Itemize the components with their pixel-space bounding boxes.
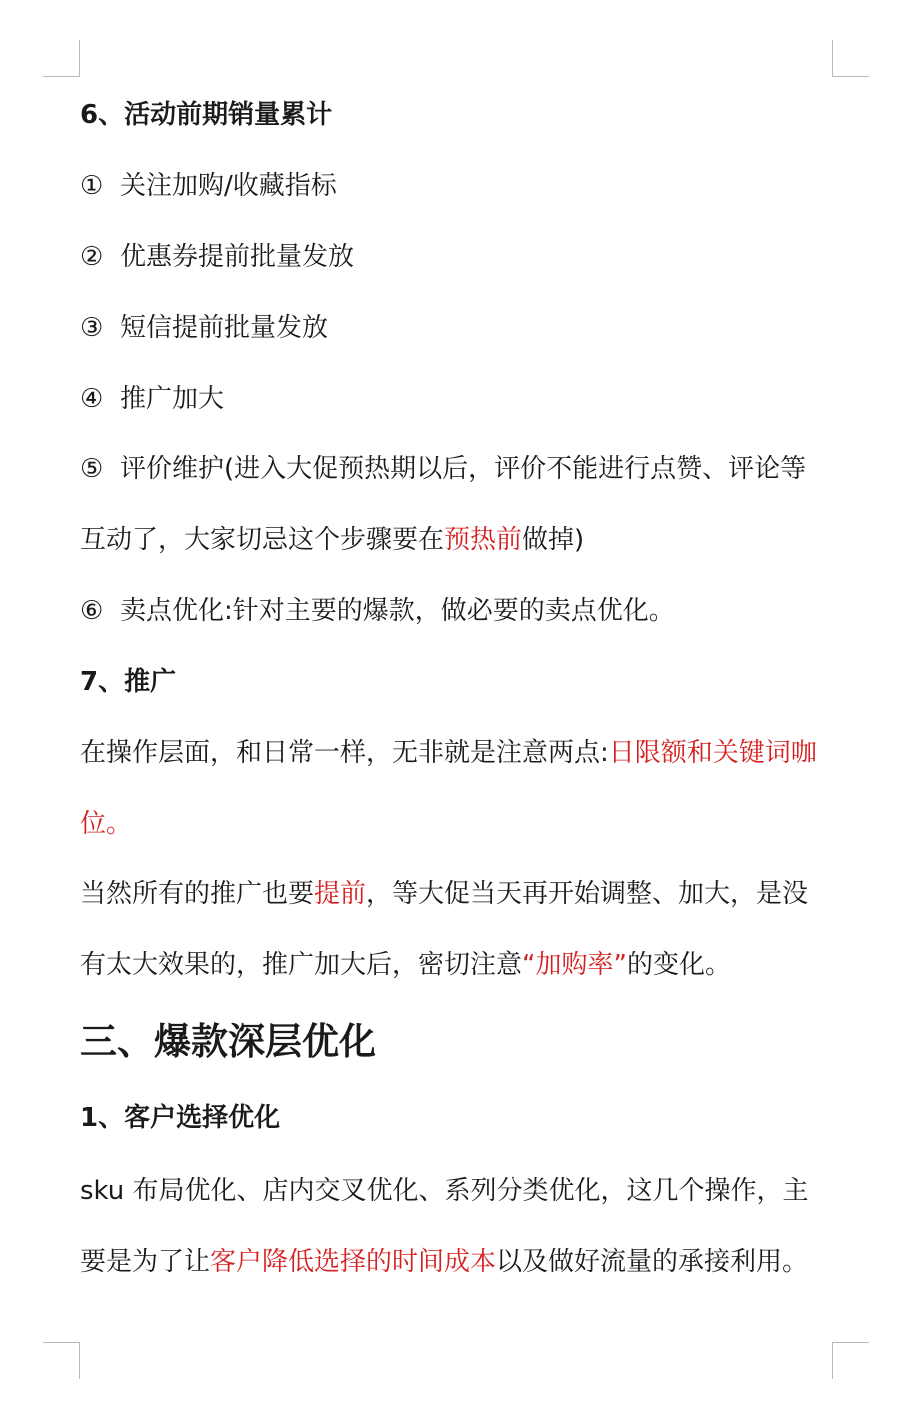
list-text: 推广加大 — [120, 384, 225, 414]
list-item-6 — [80, 593, 832, 629]
highlight-text: 客户降低选择的时间成本 — [210, 1247, 497, 1277]
highlight-text: 日限额和关键词咖 — [608, 738, 817, 768]
highlight-text: 预热前 — [444, 525, 523, 555]
text-run: 的变化。 — [626, 950, 731, 980]
paragraph-line — [80, 735, 832, 771]
part-3-heading: 三、爆款深层优化 — [80, 1020, 376, 1063]
text-run: 以及做好流量的承接利用。 — [496, 1247, 809, 1277]
text-run: 做掉) — [522, 525, 585, 555]
list-number: ③ — [80, 313, 104, 343]
text-run: ，等大促当天再开始调整、加大，是没 — [366, 879, 809, 909]
list-text: 短信提前批量发放 — [120, 313, 329, 343]
list-number: ⑥ — [80, 596, 104, 626]
paragraph-line — [80, 1244, 832, 1280]
crop-mark-bottom-right — [832, 1342, 869, 1379]
list-item-1 — [80, 168, 832, 204]
text-run: 有太大效果的，推广加大后，密切注意 — [80, 950, 523, 980]
list-number: ② — [80, 242, 104, 272]
list-number: ⑤ — [80, 454, 104, 484]
section-7-heading: 7、推广 — [80, 667, 177, 697]
paragraph-line — [80, 947, 832, 983]
list-text: 卖点优化:针对主要的爆款，做必要的卖点优化。 — [120, 596, 675, 626]
text-run: 当然所有的推广也要 — [80, 879, 315, 909]
paragraph-line: 位。 — [80, 809, 133, 839]
list-text: 评价维护(进入大促预热期以后，评价不能进行点赞、评论等 — [120, 454, 807, 484]
subsection-1-heading: 1、客户选择优化 — [80, 1103, 281, 1133]
paragraph-line — [80, 876, 832, 912]
crop-mark-top-left — [43, 40, 80, 77]
list-item-5 — [80, 451, 832, 487]
list-number: ① — [80, 171, 104, 201]
section-6-heading: 6、活动前期销量累计 — [80, 100, 333, 130]
highlight-text: 提前 — [314, 879, 367, 909]
highlight-text: “加购率” — [522, 950, 627, 980]
text-run: 互动了，大家切忌这个步骤要在 — [80, 525, 445, 555]
crop-mark-top-right — [832, 40, 869, 77]
list-item-5-continuation — [80, 522, 832, 558]
text-run: 要是为了让 — [80, 1247, 211, 1277]
list-number: ④ — [80, 384, 104, 414]
crop-mark-bottom-left — [43, 1342, 80, 1379]
list-text: 优惠券提前批量发放 — [120, 242, 355, 272]
list-item-4 — [80, 381, 832, 417]
list-item-2 — [80, 239, 832, 275]
list-item-3 — [80, 310, 832, 346]
paragraph-line: sku 布局优化、店内交叉优化、系列分类优化，这几个操作，主 — [80, 1176, 809, 1206]
text-run: 在操作层面，和日常一样，无非就是注意两点: — [80, 738, 609, 768]
list-text: 关注加购/收藏指标 — [120, 171, 337, 201]
